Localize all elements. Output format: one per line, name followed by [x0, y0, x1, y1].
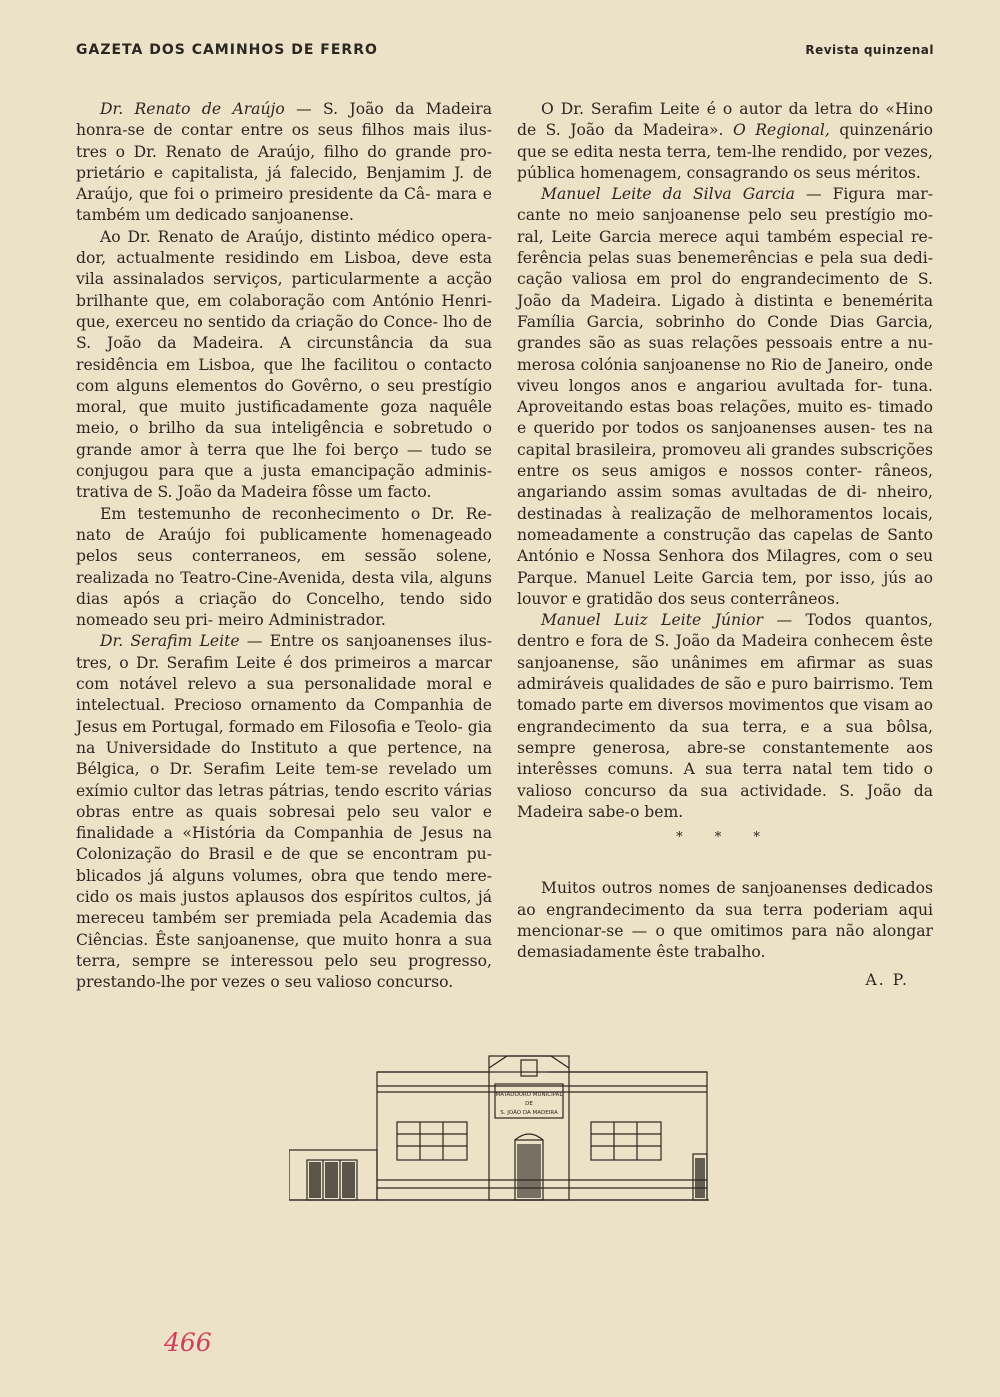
paragraph-leite-garcia [517, 184, 933, 610]
coat-of-arms [521, 1060, 537, 1076]
paragraph-renato-araujo [76, 99, 492, 227]
newspaper-name: O Regional, [732, 121, 830, 140]
paragraph: Ao Dr. Renato de Araújo, distinto médico opera- dor, actualmente residindo em Lisboa, deve esta vila assinalados serviços, particularmente a acção brilhante que, em colaboração com António Henri- que, exerceu no sentido da criação do Conce- lho de S. João da Madeira. A circunstância da sua residência em Lisboa, que lhe facilitou o contacto com alguns elementos do Govêrno, o seu prestígio moral, que muito justificadamente goza naquêle meio, o brilho da sua inteligência e sobretudo o grande amor à terra que lhe foi berço — tudo se conjugou para que a justa emancipação adminis- trativa de S. João da Madeira fôsse um facto. [76, 227, 492, 502]
paragraph: Em testemunho de reconhecimento o Dr. Re- nato de Araújo foi publicamente homenageado pelos seus conterraneos, em sessão solene, realizada no Teatro-Cine-Avenida, desta vila, alguns dias após a criação do Concelho, tendo sido nomeado seu pri- meiro Administrador. [76, 504, 492, 630]
left-column [76, 99, 492, 993]
page-number: 466 [164, 1328, 212, 1357]
running-header [76, 42, 934, 62]
paragraph-text: — S. João da Madeira honra-se de contar entre os seus filhos mais ilus- tres o Dr. Renato de Araújo, filho do grande pro- prietário e capitalista, já falecido, Benjamim J. de Araújo, que foi o primeiro presidente da Câ- mara e também um dedicado sanjoanense. [76, 100, 492, 225]
paragraph-text: — Entre os sanjoanenses ilus- tres, o Dr. Serafim Leite é dos primeiros a marcar com notável relevo a sua personalidade moral e intelectual. Precioso ornamento da Companhia de Jesus em Portugal, formado em Filosofia e Teolo- gia na Universidade do Instituto a que pertence, na Bélgica, o Dr. Serafim Leite tem-se revelado um exímio cultor das letras pátrias, tendo escrito várias obras entre as quais sobresai pelo seu valor e finalidade a «História da Companhia de Jesus na Colonização do Brasil e de que se encontram pu- blicados já alguns volumes, obra que tendo mere- cido os mais justos aplausos dos espíritos cultos, já mereceu também ser premiada pela Academia das Ciências. Êste sanjoanense, que muito honra a sua terra, sempre se interessou pelo seu progresso, prestando-lhe por vezes o seu valioso concurso. [76, 632, 493, 992]
section-lead: Dr. Renato de Araújo [100, 100, 285, 118]
paragraph-text: — Figura mar- cante no meio sanjoanense pelo seu prestígio mo- ral, Leite Garcia merece aqui também especial re- ferência pelas suas benemerências e pela sua dedi- cação valiosa em prol do engrandecimento de S. João da Madeira. Ligado à distinta e benemérita Família Garcia, sobrinho do Conde Dias Garcia, grandes são as suas relações pessoais entre a nu- merosa colónia sanjoanense no Rio de Janeiro, onde viveu longos anos e angariou avultada for- tuna. Aproveitando estas boas relações, muito es- timado e querido por todos os sanjoanenses ausen- tes na capital brasileira, promoveu ali grandes subscrições entre os seus amigos e nossos conter- râneos, angariando assim somas avultadas de di- nheiro, destinadas à realização de melhoramentos locais, nomeadamente a construção das capelas de Santo António e Nossa Senhora dos Milagres, com o seu Parque. Manuel Leite Garcia tem, por isso, jús ao louvor e gratidão dos seus conterrâneos. [517, 185, 933, 608]
section-separator: * * * [676, 830, 774, 846]
paragraph-text: — Todos quantos, dentro e fora de S. João da Madeira conhecem êste sanjoanense, são unânimes em afirmar as suas admiráveis qualidades de são e puro bairrismo. Tem tomado parte em diversos movimentos que visam ao engrandecimento da sua terra, e a sua bôlsa, sempre generosa, abre-se constantemente aos interêsses comuns. A sua terra natal tem tido o valioso concurso da sua actividade. S. João da Madeira sabe-o bem. [517, 611, 933, 821]
author-signature: A. P. [865, 970, 909, 989]
window-right [591, 1122, 661, 1160]
window-left [397, 1122, 467, 1160]
paragraph-serafim-leite [76, 631, 492, 993]
magazine-subtitle: Revista quinzenal [805, 43, 934, 57]
right-column [517, 99, 933, 991]
sign-text: S. JOÃO DA MADEIRA [500, 1110, 558, 1116]
slaughterhouse-illustration [289, 1050, 709, 1210]
section-lead: Manuel Leite da Silva Garcia [541, 185, 795, 204]
sign-text: DE [525, 1101, 533, 1107]
paragraph-leite-junior [517, 610, 933, 823]
paragraph-closing: Muitos outros nomes de sanjoanenses dedicados ao engrandecimento da sua terra poderiam aqui mencionar-se — o que omitimos para não alongar demasiadamente êste trabalho. [517, 879, 933, 962]
section-lead: Dr. Serafim Leite [100, 632, 240, 651]
paragraph-hino [517, 99, 933, 184]
paragraph-text: quinzenário que se edita nesta terra, tem-lhe rendido, por vezes, pública homenagem, consagrando os seus méritos. [517, 121, 933, 182]
paragraph-text: O Dr. Serafim Leite é o autor da letra do «Hino de S. João da Madeira». [517, 100, 933, 140]
sign-text: MATADOURO MUNICIPAL [495, 1092, 563, 1098]
section-lead: Manuel Luiz Leite Júnior [541, 611, 763, 630]
magazine-title: GAZETA DOS CAMINHOS DE FERRO [76, 42, 378, 58]
